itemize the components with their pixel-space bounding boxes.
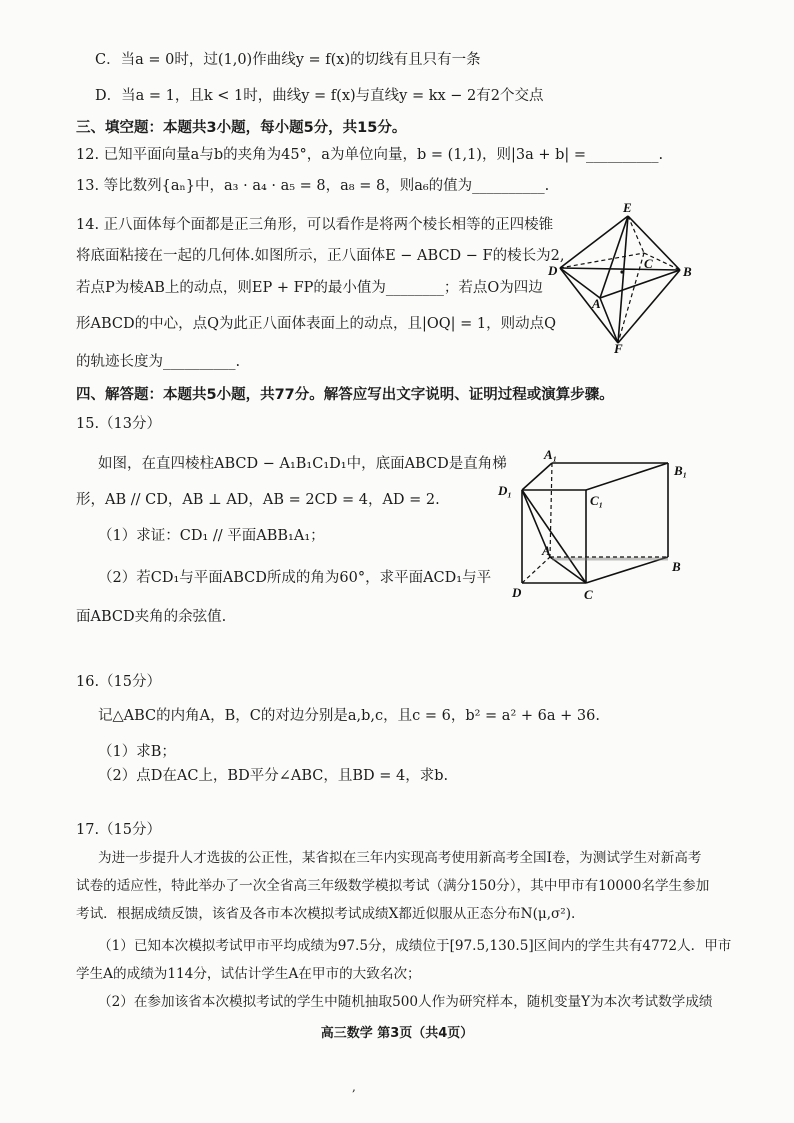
prism-figure xyxy=(492,445,702,605)
question-17-line-1: 为进一步提升人才选拔的公正性，某省拟在三年内实现高考使用新高考全国Ⅰ卷，为测试学生对新高考 xyxy=(98,850,702,866)
question-13: 13. 等比数列{aₙ}中，a₃ · a₄ · a₅ = 8，a₈ = 8，则a₆的值为__________. xyxy=(76,178,550,194)
octahedron-label-b: B xyxy=(683,264,692,279)
section-4-heading: 四、解答题：本题共5小题，共77分。解答应写出文字说明、证明过程或演算步骤。 xyxy=(76,387,614,403)
question-15-line-2: 形，AB // CD，AB ⊥ AD，AB = 2CD = 4，AD = 2. xyxy=(76,492,440,508)
question-14-line-4: 形ABCD的中心，点Q为此正八面体表面上的动点，且|OQ| = 1，则动点Q xyxy=(76,316,557,332)
prism-label-d1: D₁ xyxy=(498,483,512,498)
octahedron-figure xyxy=(540,198,700,356)
question-15-heading: 15.（13分） xyxy=(76,416,162,432)
octahedron-label-e: E xyxy=(623,200,632,215)
prism-label-a1: A₁ xyxy=(544,447,558,462)
question-16-part-2: （2）点D在AC上，BD平分∠ABC，且BD = 4，求b. xyxy=(98,768,449,784)
option-c: C．当a = 0时，过(1,0)作曲线y = f(x)的切线有且只有一条 xyxy=(95,52,481,68)
question-12: 12. 已知平面向量a与b的夹角为45°，a为单位向量，b = (1,1)，则|3a + b| =__________. xyxy=(76,147,664,163)
option-d: D．当a = 1，且k < 1时，曲线y = f(x)与直线y = kx − 2有2个交点 xyxy=(95,88,544,104)
octahedron-label-d: D xyxy=(548,263,558,278)
question-17-part-2: （2）在参加该省本次模拟考试的学生中随机抽取500人作为研究样本，随机变量Y为本次考试数学成绩 xyxy=(98,994,713,1010)
question-17-part-1b: 学生A的成绩为114分，试估计学生A在甲市的大致名次； xyxy=(76,966,421,982)
question-14-line-5: 的轨迹长度为__________. xyxy=(76,354,241,370)
question-15-part-1: （1）求证：CD₁ // 平面ABB₁A₁； xyxy=(98,528,325,544)
question-17-line-2: 试卷的适应性，特此举办了一次全省高三年级数学模拟考试（满分150分），其中甲市有10000名学生参加 xyxy=(76,878,710,894)
stray-mark: , xyxy=(352,1080,356,1094)
prism-label-c: C xyxy=(584,587,593,602)
question-17-line-3: 考试．根据成绩反馈，该省及各市本次模拟考试成绩X都近似服从正态分布N(μ,σ²). xyxy=(76,906,576,922)
question-16-part-1: （1）求B； xyxy=(98,744,176,760)
prism-label-d: D xyxy=(512,585,522,600)
question-17-heading: 17.（15分） xyxy=(76,822,162,838)
question-15-line-1: 如图，在直四棱柱ABCD − A₁B₁C₁D₁中，底面ABCD是直角梯 xyxy=(98,456,507,472)
question-14-line-2: 将底面粘接在一起的几何体.如图所示，正八面体E − ABCD − F的棱长为2, xyxy=(76,248,565,264)
section-3-heading: 三、填空题：本题共3小题，每小题5分，共15分。 xyxy=(76,120,407,136)
prism-label-b: B xyxy=(672,559,681,574)
question-14-line-1: 14. 正八面体每个面都是正三角形，可以看作是将两个棱长相等的正四棱锥 xyxy=(76,217,554,233)
question-15-part-2b: 面ABCD夹角的余弦值. xyxy=(76,609,227,625)
prism-label-a: A xyxy=(542,543,551,558)
page-footer: 高三数学 第3页（共4页） xyxy=(320,1026,474,1041)
octahedron-label-a: A xyxy=(592,296,601,311)
question-16-heading: 16.（15分） xyxy=(76,674,162,690)
question-15-part-2a: （2）若CD₁与平面ABCD所成的角为60°，求平面ACD₁与平 xyxy=(98,570,492,586)
octahedron-label-c: C xyxy=(644,256,653,271)
question-16-line-1: 记△ABC的内角A，B，C的对边分别是a,b,c，且c = 6，b² = a² + 6a + 36. xyxy=(98,708,600,724)
prism-label-b1: B₁ xyxy=(674,463,688,478)
question-14-line-3: 若点P为棱AB上的动点，则EP + FP的最小值为________；若点O为四边 xyxy=(76,280,543,296)
question-17-part-1a: （1）已知本次模拟考试甲市平均成绩为97.5分，成绩位于[97.5,130.5]区间内的学生共有4772人．甲市 xyxy=(98,938,732,954)
prism-label-c1: C₁ xyxy=(590,493,604,508)
octahedron-label-f: F xyxy=(614,341,623,356)
